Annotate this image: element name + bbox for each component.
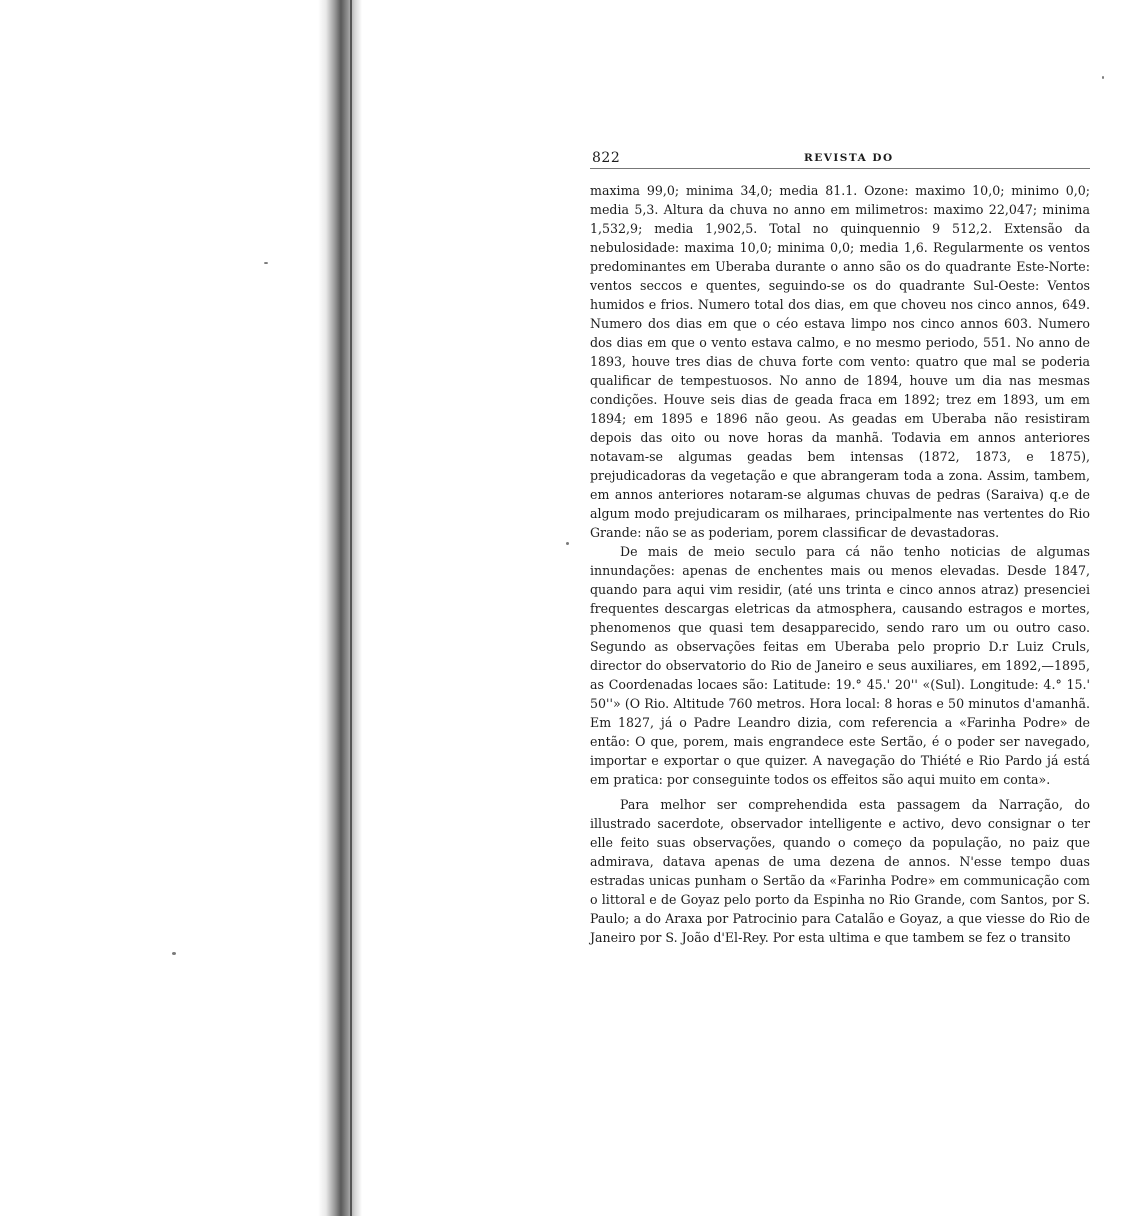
body-paragraph-2: De mais de meio seculo para cá não tenho noticias de algumas innundações: apenas de enchentes mais ou menos elevadas. Desde 1847, quando para aqui vim residir, (até uns trinta e cinco annos atraz) presenciei frequentes descargas eletricas da atmosphera, causando estragos e mortes, phenomenos que quasi tem desapparecido, sendo raro um ou outro caso. Segundo as observações feitas em Uberaba pelo proprio D.r Luiz Cruls, director do observatorio do Rio de Janeiro e seus auxiliares, em 1892,—1895, as Coordenadas locaes são: Latitude: 19.° 45.' 20'' «(Sul). Longitude: 4.° 15.' 50''» (O Rio. Altitude 760 metros. Hora local: 8 horas e 50 minutos d'amanhã. Em 1827, já o Padre Leandro dizia, com referencia a «Farinha Podre» de então: O que, porem, mais engrandece este Sertão, é o poder ser navegado, importar e exportar o que quizer. A navegação do Thiété e Rio Pardo já está em pratica: por conseguinte todos os effeitos são aqui muito em conta». bbox=[590, 544, 1090, 787]
scan-speck bbox=[172, 952, 176, 955]
book-gutter bbox=[318, 0, 362, 1216]
body-paragraph-3: Para melhor ser comprehendida esta passagem da Narração, do illustrado sacerdote, observador intelligente e activo, devo consignar o ter elle feito suas observações, quando o começo da população, no paiz que admirava, datava apenas de uma dezena de annos. N'esse tempo duas estradas unicas punham o Sertão da «Farinha Podre» em communicação com o littoral e de Goyaz pelo porto da Espinha no Rio Grande, com Santos, por S. Paulo; a do Araxa por Patrocinio para Catalão e Goyaz, a que viesse do Rio de Janeiro por S. João d'El-Rey. Por esta ultima e que tambem se fez o transito bbox=[590, 797, 1090, 945]
printed-page bbox=[590, 146, 1090, 947]
page-number: 822 bbox=[592, 150, 621, 166]
gutter-shadow-line bbox=[350, 0, 352, 1216]
scan-speck bbox=[264, 262, 268, 264]
blank-facing-page bbox=[0, 0, 330, 1216]
body-paragraph-1: maxima 99,0; minima 34,0; media 81.1. Ozone: maximo 10,0; minimo 0,0; media 5,3. Altura da chuva no anno em milimetros: maximo 22,047; minima 1,532,9; media 1,902,5. Total no quinquennio 9 512,2. Extensão da nebulosidade: maxima 10,0; minima 0,0; media 1,6. Regularmente os ventos predominantes em Uberaba durante o anno são os do quadrante Este-Norte: ventos seccos e quentes, seguindo-se os do quadrante Sul-Oeste: Ventos humidos e frios. Numero total dos dias, em que choveu nos cinco annos, 649. Numero dos dias em que o céo estava limpo nos cinco annos 603. Numero dos dias em que o vento estava calmo, e no mesmo periodo, 551. No anno de 1893, houve tres dias de chuva forte com vento: quatro que mal se poderia qualificar de tempestuosos. No anno de 1894, houve um dia nas mesmas condições. Houve seis dias de geada fraca em 1892; trez em 1893, um em 1894; em 1895 e 1896 não geou. As geadas em Uberaba não resistiram depois das oito ou nove horas da manhã. Todavia em annos anteriores notavam-se algumas geadas bem intensas (1872, 1873, e 1875), prejudicadoras da vegetação e que abrangeram toda a zona. Assim, tambem, em annos anteriores notaram-se algumas chuvas de pedras (Saraiva) q.e de algum modo prejudicaram os milharaes, principalmente nas vertentes do Rio Grande: não se as poderiam, porem classificar de devastadoras. bbox=[590, 183, 1090, 540]
scan-speck bbox=[566, 542, 569, 545]
running-head bbox=[590, 146, 1090, 169]
scan-speck bbox=[1102, 76, 1104, 79]
page-header-title: REVISTA DO bbox=[804, 152, 894, 164]
